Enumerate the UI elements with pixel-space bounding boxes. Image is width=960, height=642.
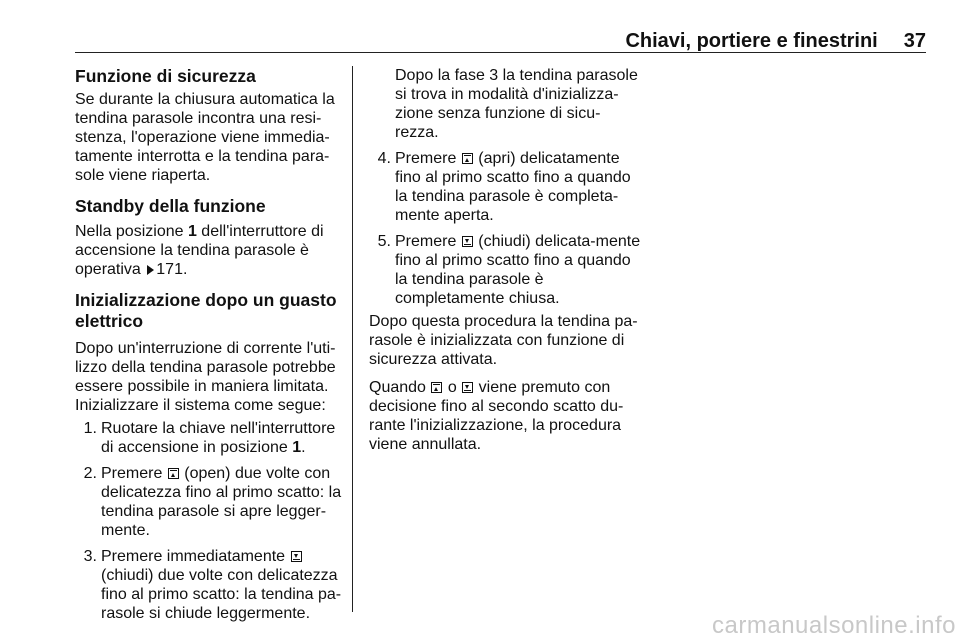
left-column [75,66,343,623]
sunshade-close-icon [462,382,473,393]
sunshade-open-icon [462,153,473,164]
step-3-continuation: Dopo la fase 3 la tendina parasole si trova in modalità d'inizializza-zione senza funzione di sicu-rezza. [395,67,638,141]
list-item: 2. Premere (open) due volte con delicatezza fino al primo scatto: la tendina parasole si apre legger-mente. [83,465,342,539]
page-title: Chiavi, portiere e finestrini [625,29,878,52]
sunshade-open-icon [168,468,179,479]
section-heading-sicurezza: Funzione di sicurezza [75,66,256,86]
steps-list-continued [369,149,641,308]
section-body-sicurezza: Se durante la chiusura automatica la tendina parasole incontra una resi-stenza, l'operazione viene immedia-tamente interrotta e la tendina para-sole viene riaperta. [75,91,335,184]
sunshade-close-icon [291,551,302,562]
section-body-standby: Nella posizione 1 dell'interruttore di accensione la tendina parasole è operativa 171. [75,223,324,278]
sunshade-close-icon [462,236,473,247]
page-number: 37 [903,29,926,52]
section-intro-inizializzazione: Dopo un'interruzione di corrente l'uti-lizzo della tendina parasole potrebbe essere possibile in maniera limitata. Inizializzare il sistema come segue: [75,340,336,414]
middle-column [369,66,641,454]
section-heading-inizializzazione: Inizializzazione dopo un guasto elettrico [75,290,337,331]
header-rule [75,52,926,53]
list-item: 4. Premere (apri) delicatamente fino al primo scatto fino a quando la tendina parasole è completa-mente aperta. [377,150,631,224]
list-item: 1. Ruotare la chiave nell'interruttore di accensione in posizione 1. [83,420,336,456]
list-item: 5. Premere (chiudi) delicata-mente fino al primo scatto fino a quando la tendina parasole è completamente chiusa. [377,233,641,307]
column-divider [352,66,353,612]
page-reference[interactable]: 171 [156,261,183,278]
page-reference-arrow-icon [147,265,154,275]
page-header [75,30,926,52]
list-item: 3. Premere immediatamente (chiudi) due volte con delicatezza fino al primo scatto: la tendina pa-rasole si chiude leggermente. [83,548,342,622]
steps-list [75,419,343,623]
section-heading-standby: Standby della funzione [75,196,266,216]
watermark: carmanualsonline.info [712,612,956,639]
after-steps-text: Dopo questa procedura la tendina pa-rasole è inizializzata con funzione di sicurezza attivata. [369,313,638,368]
sunshade-open-icon [431,382,442,393]
final-paragraph: Quando o viene premuto con decisione fino al secondo scatto du-rante l'inizializzazione, la procedura viene annullata. [369,379,624,453]
